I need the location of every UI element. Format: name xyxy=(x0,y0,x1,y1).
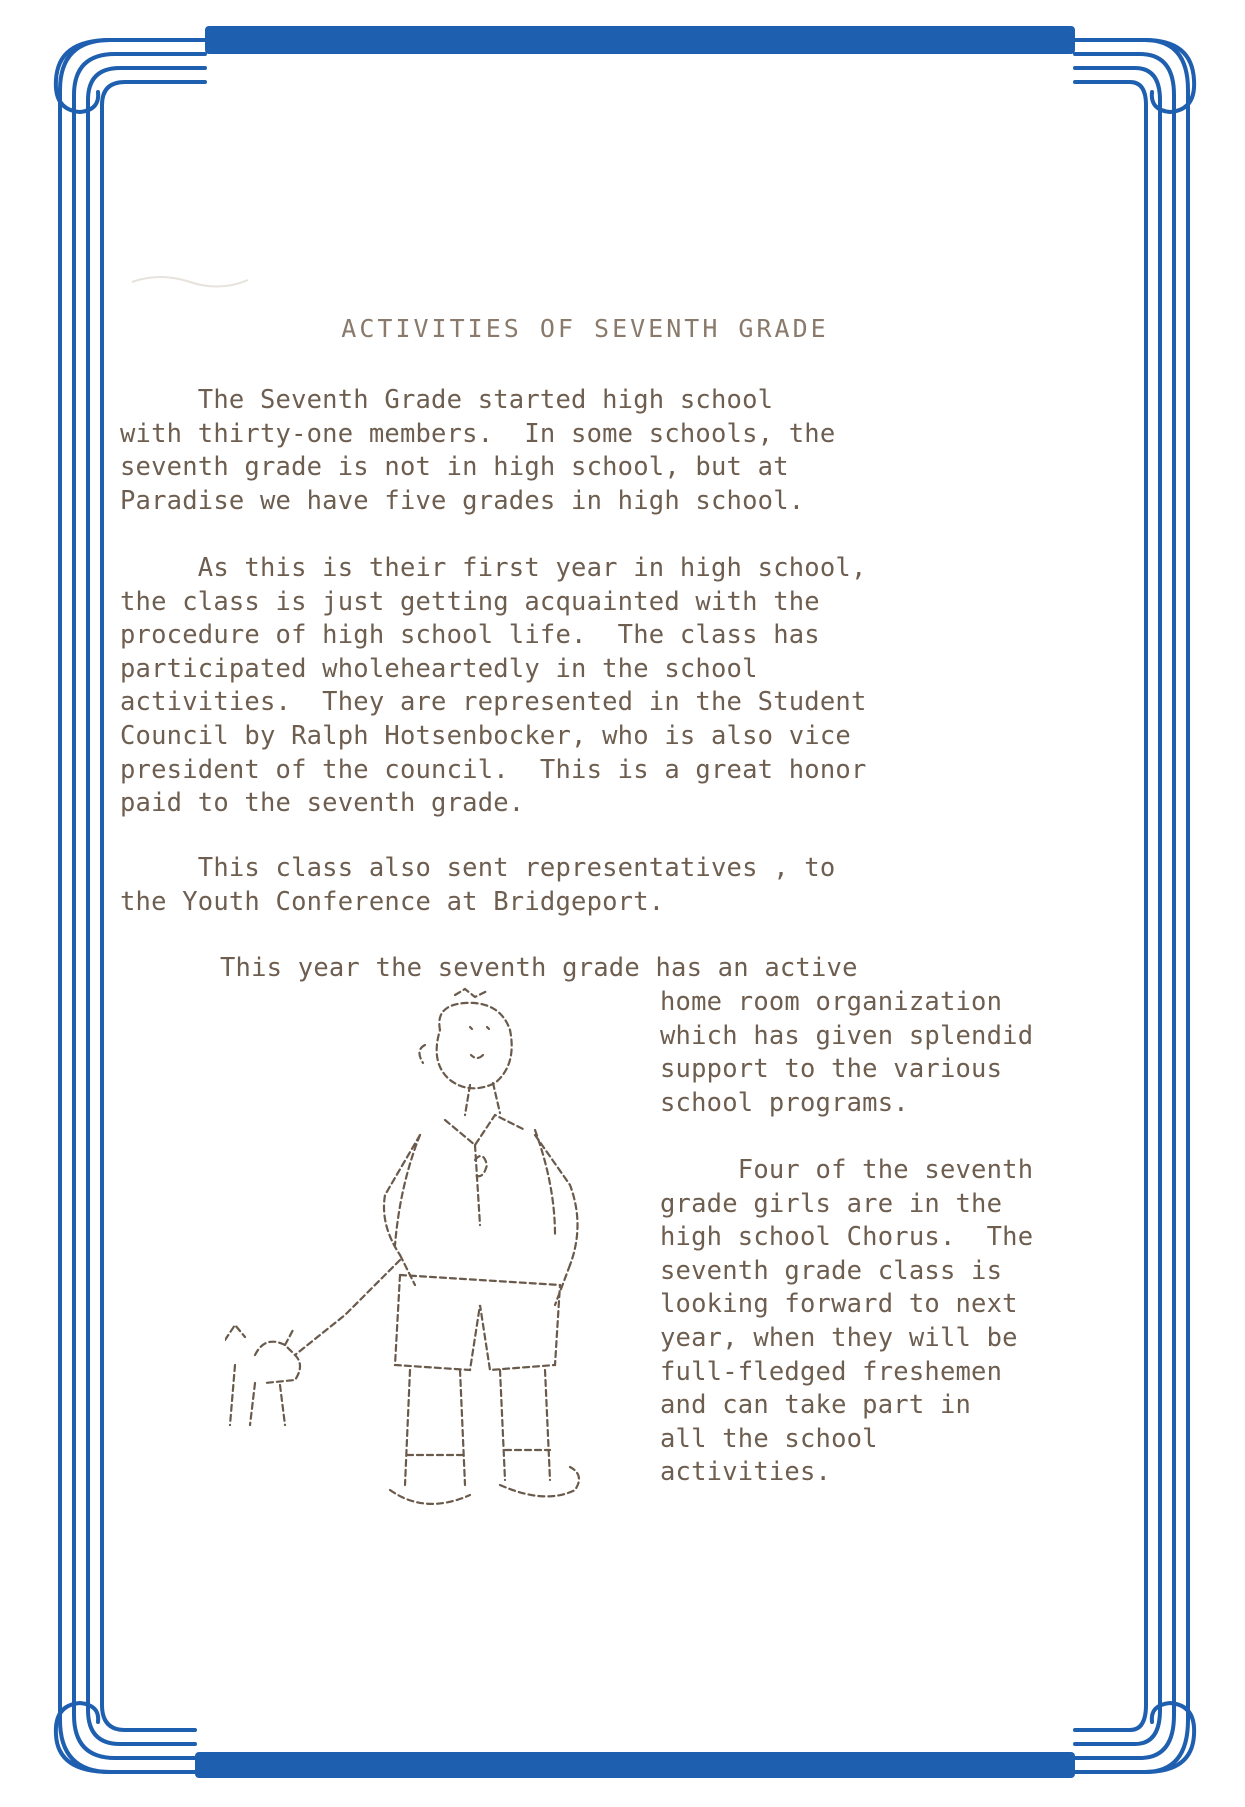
paragraph-home-room: home room organization which has given splendid support to the various school programs. xyxy=(660,987,1034,1118)
paragraph-intro: The Seventh Grade started high school with thirty-one members. In some schools, the seventh grade is not in high school, but at Paradise we have five grades in high school. xyxy=(120,385,836,516)
boy-with-dog-illustration xyxy=(225,985,665,1605)
paragraph-youth-conference: This class also sent representatives , to the Youth Conference at Bridgeport. xyxy=(120,853,836,917)
page-title: ACTIVITIES OF SEVENTH GRADE xyxy=(341,314,829,343)
paragraph-chorus: Four of the seventh grade girls are in the high school Chorus. The seventh grade class is looking forward to next year, when they will be full-fledged freshemen and can take part in all the school activities. xyxy=(660,1155,1034,1488)
paragraph-first-year: As this is their first year in high school, the class is just getting acquainted with the procedure of high school life. The class has participated wholeheartedly in the school activities. They are represented in the Student Council by Ralph Hotsenbocker, who is also vice president of the council. This is a great honor paid to the seventh grade. xyxy=(120,553,867,819)
paragraph-home-room-first-line: This year the seventh grade has an active xyxy=(220,953,858,983)
paper-smudge xyxy=(130,270,250,290)
